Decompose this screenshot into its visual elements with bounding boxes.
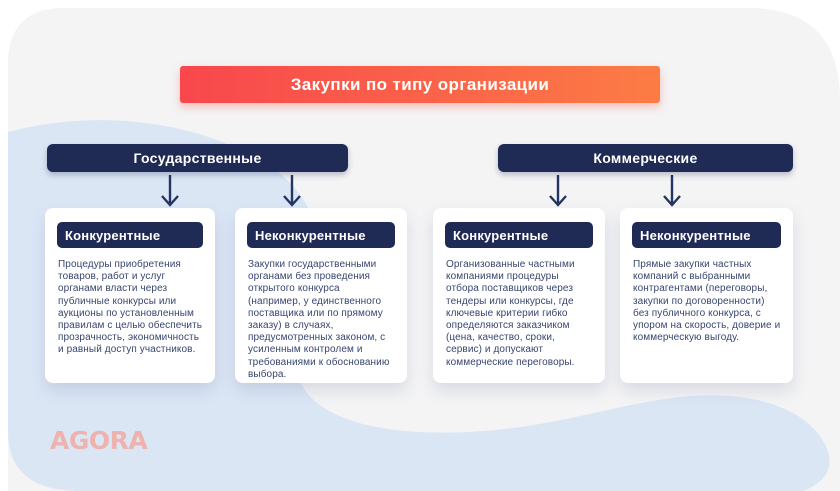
card-title-label: Конкурентные	[65, 227, 161, 243]
down-arrow-icon	[546, 175, 570, 209]
branch-header-commercial-label: Коммерческие	[593, 150, 698, 166]
title-banner	[180, 66, 660, 103]
branch-header-state-label: Государственные	[133, 150, 262, 166]
branch-header-commercial	[498, 144, 793, 172]
card-body-text: Организованные частными компаниями процедуры отбора поставщиков через тендеры или конкурсы, где ключевые критерии гибко определяются заказчиком (цена, качество, сроки, сервис) и допускают коммерческие переговоры.	[446, 259, 575, 368]
card-title-label: Неконкурентные	[255, 227, 366, 243]
card-state-competitive	[45, 208, 215, 383]
card-commercial-competitive	[433, 208, 605, 383]
card-title	[632, 222, 781, 248]
card-commercial-noncompetitive	[620, 208, 793, 383]
card-state-noncompetitive	[235, 208, 407, 383]
down-arrow-icon	[280, 175, 304, 209]
branch-header-state	[47, 144, 348, 172]
title-banner-label: Закупки по типу организации	[290, 74, 550, 94]
down-arrow-icon	[158, 175, 182, 209]
card-title-label: Неконкурентные	[640, 227, 751, 243]
card-title	[247, 222, 395, 248]
down-arrow-icon	[660, 175, 684, 209]
card-title	[57, 222, 203, 248]
card-body-text: Закупки государственными органами без проведения открытого конкурса (например, у единственного поставщика или по прямому заказу) в случаях, предусмотренных законом, с усиленным контролем и требованиями к обоснованию выбора.	[248, 259, 390, 380]
card-title	[445, 222, 593, 248]
card-title-label: Конкурентные	[453, 227, 549, 243]
card-body-text: Прямые закупки частных компаний с выбранными контрагентами (переговоры, закупки по договоренности) без публичного конкурса, с упором на скорость, доверие и коммерческую выгоду.	[633, 259, 781, 344]
agora-logo: AGORA	[50, 426, 148, 455]
card-body-text: Процедуры приобретения товаров, работ и услуг органами власти через публичные конкурсы или аукционы по установленным правилам с целью обеспечить прозрачность, экономичность и равный доступ участников.	[58, 259, 203, 356]
